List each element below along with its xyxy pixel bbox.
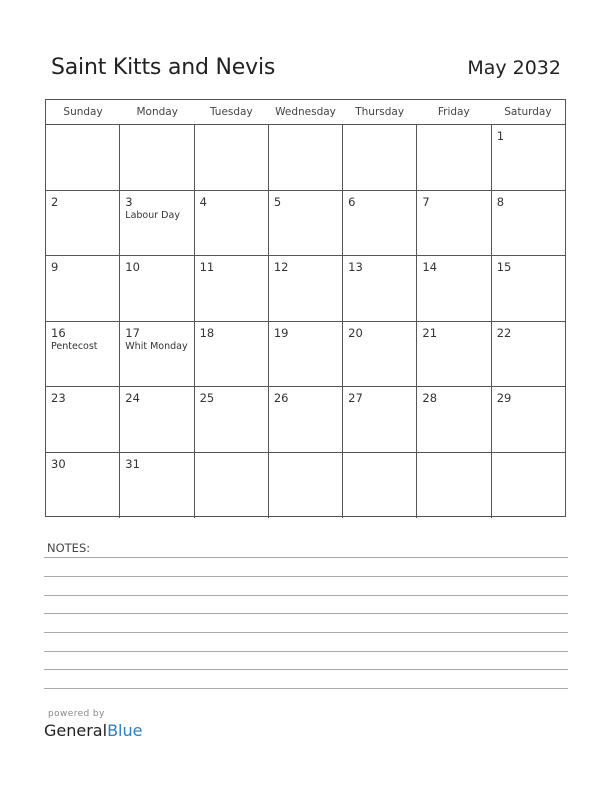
- day-cell: [343, 125, 417, 190]
- weekday-friday: Friday: [437, 106, 470, 118]
- holiday-label: Pentecost: [51, 340, 98, 352]
- day-cell: [46, 387, 120, 452]
- day-number: 12: [273, 260, 289, 274]
- day-number: 10: [125, 260, 140, 274]
- day-number: 11: [199, 260, 215, 274]
- logo-general: General: [44, 721, 108, 740]
- note-line: [44, 688, 568, 689]
- day-number: 28: [422, 391, 438, 405]
- day-number: 27: [348, 391, 363, 405]
- day-cell: [195, 322, 269, 387]
- day-number: 7: [422, 194, 430, 209]
- day-number: 21: [422, 325, 438, 340]
- calendar-country-title: Saint Kitts and Nevis: [51, 55, 276, 80]
- day-cell: [269, 453, 343, 519]
- day-cell: [417, 387, 491, 452]
- day-cell: [195, 125, 269, 190]
- day-number: 22: [496, 325, 512, 340]
- day-cell: [492, 191, 565, 256]
- day-number: 4: [199, 194, 207, 209]
- day-cell: [492, 125, 565, 190]
- calendar-week-row: [46, 256, 565, 322]
- weekday-tuesday: Tuesday: [209, 106, 253, 118]
- calendar-week-row: [46, 191, 565, 257]
- day-number: 26: [273, 391, 289, 405]
- powered-by-text: powered by: [48, 709, 105, 719]
- day-number: 18: [199, 325, 215, 340]
- day-cell: [343, 256, 417, 321]
- day-number: 14: [422, 260, 438, 274]
- day-cell: [120, 125, 194, 190]
- day-cell: [195, 191, 269, 256]
- day-cell: [269, 256, 343, 321]
- day-cell: [46, 256, 120, 321]
- day-number: 1: [496, 129, 505, 143]
- day-number: 24: [125, 391, 140, 405]
- note-line: [44, 595, 568, 596]
- day-cell: [343, 322, 417, 387]
- note-line: [44, 576, 568, 577]
- day-cell: [195, 256, 269, 321]
- day-cell: [343, 453, 417, 519]
- day-cell: [269, 191, 343, 256]
- day-cell: [120, 322, 194, 387]
- day-cell: [269, 387, 343, 452]
- day-cell: [492, 387, 565, 452]
- day-number: 3: [125, 194, 133, 209]
- day-cell: [343, 387, 417, 452]
- day-cell: [195, 453, 269, 519]
- holiday-label: Whit Monday: [125, 340, 188, 352]
- weekday-monday: Monday: [136, 106, 178, 118]
- day-cell: [492, 256, 565, 321]
- weekday-thursday: Thursday: [355, 106, 405, 118]
- holiday-label: Labour Day: [125, 209, 180, 221]
- day-cell: [417, 322, 491, 387]
- day-cell: [120, 256, 194, 321]
- calendar-week-row: [46, 125, 565, 191]
- note-line: [44, 613, 568, 614]
- day-number: 5: [273, 194, 282, 209]
- note-line: [44, 557, 568, 558]
- day-cell: [417, 125, 491, 190]
- calendar-grid: [45, 99, 566, 517]
- day-cell: [492, 322, 565, 387]
- day-cell: [46, 453, 120, 519]
- weekday-saturday: Saturday: [504, 106, 552, 118]
- day-number: 16: [51, 325, 66, 340]
- day-number: 13: [348, 260, 363, 274]
- day-cell: [46, 322, 120, 387]
- day-cell: [417, 191, 491, 256]
- day-number: 30: [51, 456, 66, 471]
- day-cell: [343, 191, 417, 256]
- calendar-week-row: [46, 453, 565, 519]
- day-cell: [417, 453, 491, 519]
- day-number: 6: [348, 194, 356, 209]
- notes-label: NOTES:: [47, 541, 91, 555]
- day-cell: [46, 125, 120, 190]
- day-number: 9: [51, 260, 59, 274]
- day-cell: [120, 387, 194, 452]
- logo-blue: Blue: [107, 721, 143, 740]
- day-cell: [417, 256, 491, 321]
- note-line: [44, 669, 568, 670]
- day-cell: [120, 453, 194, 519]
- day-number: 17: [125, 325, 140, 340]
- calendar-weeks: [46, 125, 565, 518]
- note-line: [44, 651, 568, 652]
- day-number: 15: [496, 260, 512, 274]
- generalblue-logo: [44, 721, 142, 740]
- day-number: 19: [273, 325, 289, 340]
- calendar-month-title: May 2032: [467, 57, 561, 79]
- note-line: [44, 632, 568, 633]
- day-cell: [46, 191, 120, 256]
- day-number: 8: [496, 194, 505, 209]
- day-number: 20: [348, 325, 363, 340]
- day-number: 31: [125, 456, 140, 471]
- day-number: 29: [496, 391, 512, 405]
- day-cell: [120, 191, 194, 256]
- calendar-week-row: [46, 322, 565, 388]
- day-cell: [492, 453, 565, 519]
- day-cell: [269, 322, 343, 387]
- weekday-header-row: [46, 100, 565, 125]
- day-cell: [269, 125, 343, 190]
- day-number: 2: [51, 194, 59, 209]
- calendar-week-row: [46, 387, 565, 453]
- weekday-sunday: Sunday: [63, 106, 103, 118]
- day-number: 23: [51, 391, 66, 405]
- day-number: 25: [199, 391, 215, 405]
- day-cell: [195, 387, 269, 452]
- weekday-wednesday: Wednesday: [275, 106, 336, 118]
